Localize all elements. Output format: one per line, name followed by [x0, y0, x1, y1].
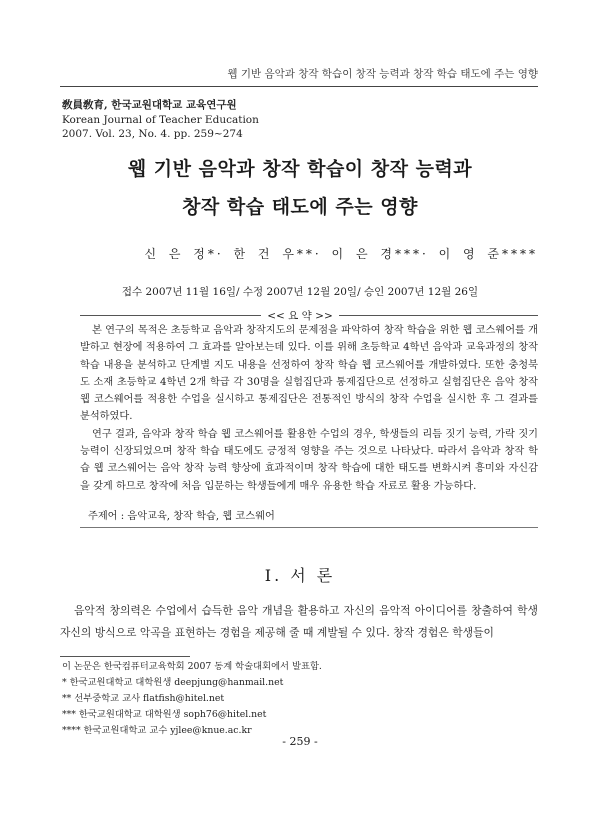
keywords: 주제어 : 음악교육, 창작 학습, 웹 코스웨어 [88, 511, 275, 522]
footnotes [62, 659, 322, 739]
abstract-body [80, 322, 538, 495]
abstract-bottom-rule [80, 527, 538, 528]
footnote-item: *** 한국교원대학교 대학원생 soph76@hitel.net [62, 709, 267, 720]
paper-title [60, 150, 540, 226]
journal-volume: 2007. Vol. 23, No. 4. pp. 259~274 [62, 128, 243, 140]
footnote-item: * 한국교원대학교 대학원생 deepjung@hanmail.net [62, 677, 284, 688]
intro-body [60, 600, 538, 643]
abstract-heading [0, 308, 600, 323]
page-number: - 259 - [282, 735, 318, 748]
abstract-heading-label: << 요 약 >> [261, 310, 339, 322]
submission-dates: 접수 2007년 11월 16일/ 수정 2007년 12월 20일/ 승인 2007년 12월 26일 [121, 286, 479, 298]
title-line-2: 창작 학습 태도에 주는 영향 [182, 196, 418, 218]
journal-name-korean: 敎員敎育, 한국교원대학교 교육연구원 [62, 99, 237, 111]
journal-info [62, 98, 259, 142]
footnote-item: 이 논문은 한국컴퓨터교육학회 2007 동계 학술대회에서 발표함. [62, 661, 322, 672]
abstract-paragraph-2: 연구 결과, 음악과 창작 학습 웹 코스웨어를 활용한 수업의 경우, 학생들의 리듬 짓기 능력, 가락 짓기 능력이 신장되었으며 창작 학습 태도에도 긍정적 영향을 주는 것으로 나타났다. 따라서 음악과 창작 학습 웹 코스웨어는 음악 창작 능력 향상에 효과적이며 창작 학습에 대한 태도를 변화시켜 흥미와 자신감을 갖게 하므로 창작에 처음 입문하는 학생들에게 매우 유용한 학습 자료로 활용 가능하다. [80, 428, 538, 492]
author-list: 신 은 정*· 한 건 우**· 이 은 경***· 이 영 준**** [144, 247, 538, 261]
header-rule [60, 86, 538, 87]
title-line-1: 웹 기반 음악과 창작 학습이 창작 능력과 [127, 158, 473, 180]
section-heading: Ⅰ. 서 론 [264, 566, 336, 585]
running-head: 웹 기반 음악과 창작 학습이 창작 능력과 창작 학습 태도에 주는 영향 [227, 68, 538, 80]
footnote-rule [60, 656, 190, 657]
intro-paragraph: 음악적 창의력은 수업에서 습득한 음악 개념을 활용하고 자신의 음악적 아이디어를 창출하여 학생 자신의 방식으로 악곡을 표현하는 경험을 제공해 줄 때 계발될 수 있다. 창작 경험은 학생들이 [60, 604, 538, 639]
journal-name-english: Korean Journal of Teacher Education [62, 113, 259, 126]
abstract-paragraph-1: 본 연구의 목적은 초등학교 음악과 창작지도의 문제점을 파악하여 창작 학습을 위한 웹 코스웨어를 개발하고 현장에 적용하여 그 효과를 알아보는데 있다. 이를 위해 초등학교 4학년 음악과 교육과정의 창작 학습 내용을 분석하고 단계별 지도 내용을 선정하여 창작 학습 웹 코스웨어를 개발하였다. 또한 충청북도 소재 초등학교 4학년 2개 학급 각 30명을 실험집단과 통제집단으로 선정하고 실험집단은 음악 창작 웹 코스웨어를 적용한 수업을 실시하고 통제집단은 전통적인 방식의 창작 수업을 실시한 후 그 결과를 분석하였다. [80, 325, 538, 423]
footnote-item: **** 한국교원대학교 교수 yjlee@knue.ac.kr [62, 725, 252, 736]
footnote-item: ** 선부중학교 교사 flatfish@hitel.net [62, 693, 225, 704]
